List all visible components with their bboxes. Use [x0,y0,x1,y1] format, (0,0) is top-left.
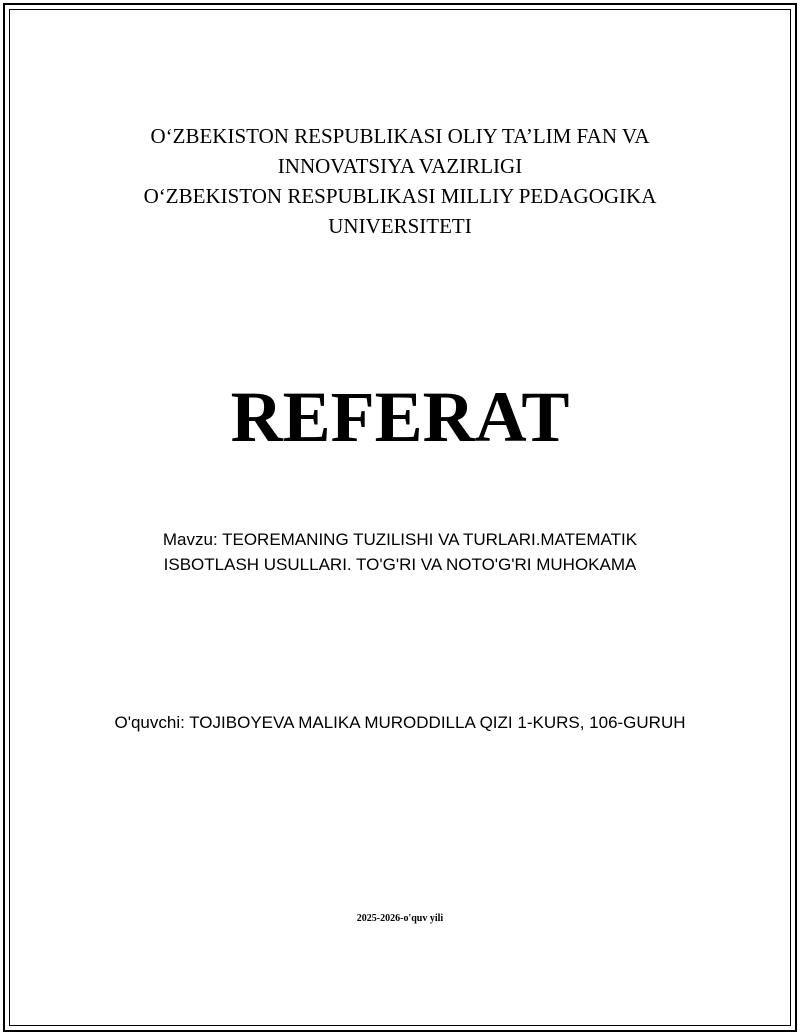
topic-text: Mavzu: TEOREMANING TUZILISHI VA TURLARI.MATEMATIK ISBOTLASH USULLARI. TO'G'RI VA NOTO'G'RI MUHOKAMA [162,530,638,574]
institution-line-3: O‘ZBEKISTON RESPUBLIKASI MILLIY PEDAGOGIKA [143,184,657,208]
institution-line-4: UNIVERSITETI [328,214,472,238]
student-info: O'quvchi: TOJIBOYEVA MALIKA MURODDILLA QIZI 1-KURS, 106-GURUH [114,713,686,732]
institution-header [60,121,740,241]
institution-line-1: O‘ZBEKISTON RESPUBLIKASI OLIY TA’LIM FAN VA [150,124,650,148]
institution-line-2: INNOVATSIYA VAZIRLIGI [277,154,523,178]
academic-year: 2025-2026-o'quv yili [356,913,444,924]
document-title: REFERAT [230,377,570,457]
